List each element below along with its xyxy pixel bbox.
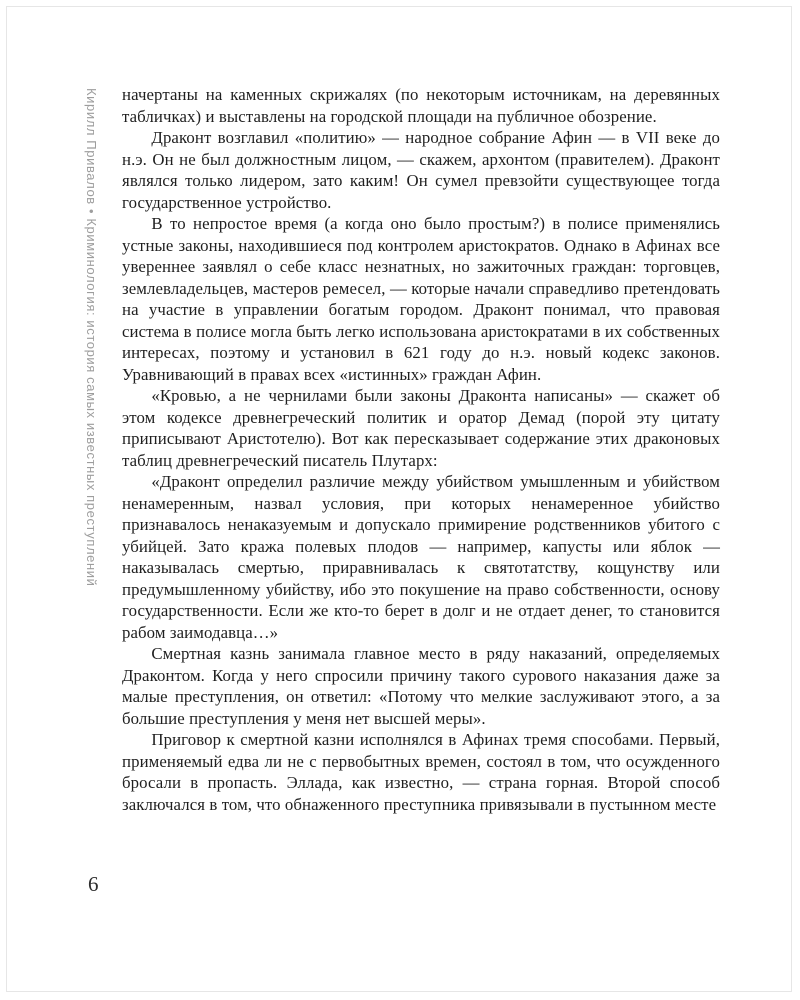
running-head-vertical: Кирилл Привалов • Криминология: история самых известных преступлений — [84, 88, 99, 587]
paragraph: Драконт возглавил «политию» — народное собрание Афин — в VII веке до н.э. Он не был должностным лицом, — скажем, архонтом (правителем). Драконт являлся только лидером, зато каким! Он сумел превзойти существующее тогда государственное устройство. — [122, 128, 720, 212]
page-number: 6 — [88, 872, 99, 896]
body-text-column — [122, 84, 720, 815]
paragraph: «Кровью, а не чернилами были законы Драконта написаны» — скажет об этом кодексе древнегреческий политик и оратор Демад (порой эту цитату приписывают Аристотелю). Вот как пересказывает содержание этих драконовых таблиц древнегреческий писатель Плутарх: — [122, 386, 720, 470]
paragraph: Приговор к смертной казни исполнялся в Афинах тремя способами. Первый, применяемый едва ли не с первобытных времен, состоял в том, что осужденного бросали в пропасть. Эллада, как известно, — страна горная. Второй способ заключался в том, что обнаженного преступника привязывали в пустынном месте — [122, 730, 720, 814]
paragraph: начертаны на каменных скрижалях (по некоторым источникам, на деревянных табличках) и выставлены на городской площади на публичное обозрение. — [122, 85, 720, 126]
paragraph: В то непростое время (а когда оно было простым?) в полисе применялись устные законы, находившиеся под контролем аристократов. Однако в Афинах все увереннее заявлял о себе класс незнатных, но зажиточных граждан: торговцев, землевладельцев, мастеров ремесел, — которые начали справедливо претендовать на участие в управлении богатым городом. Драконт понимал, что правовая система в полисе могла быть легко использована аристократами в их собственных интересах, поэтому и установил в 621 году до н.э. новый кодекс законов. Уравнивающий в правах всех «истинных» граждан Афин. — [122, 214, 720, 384]
paragraph: Смертная казнь занимала главное место в ряду наказаний, определяемых Драконтом. Когда у него спросили причину такого сурового наказания даже за малые преступления, он ответил: «Потому что мелкие заслуживают этого, а за большие преступления у меня нет высшей меры». — [122, 644, 720, 728]
paragraph: «Драконт определил различие между убийством умышленным и убийством ненамеренным, назвал условия, при которых ненамеренное убийство признавалось ненаказуемым и допускало примирение родственников убитого с убийцей. Зато кража полевых плодов — например, капусты или яблок — наказывалась смертью, приравнивалась к святотатству, кощунству или предумышленному убийству, ибо это покушение на право собственности, основу государственности. Если же кто-то берет в долг и не отдает денег, то становится рабом заимодавца…» — [122, 472, 720, 642]
